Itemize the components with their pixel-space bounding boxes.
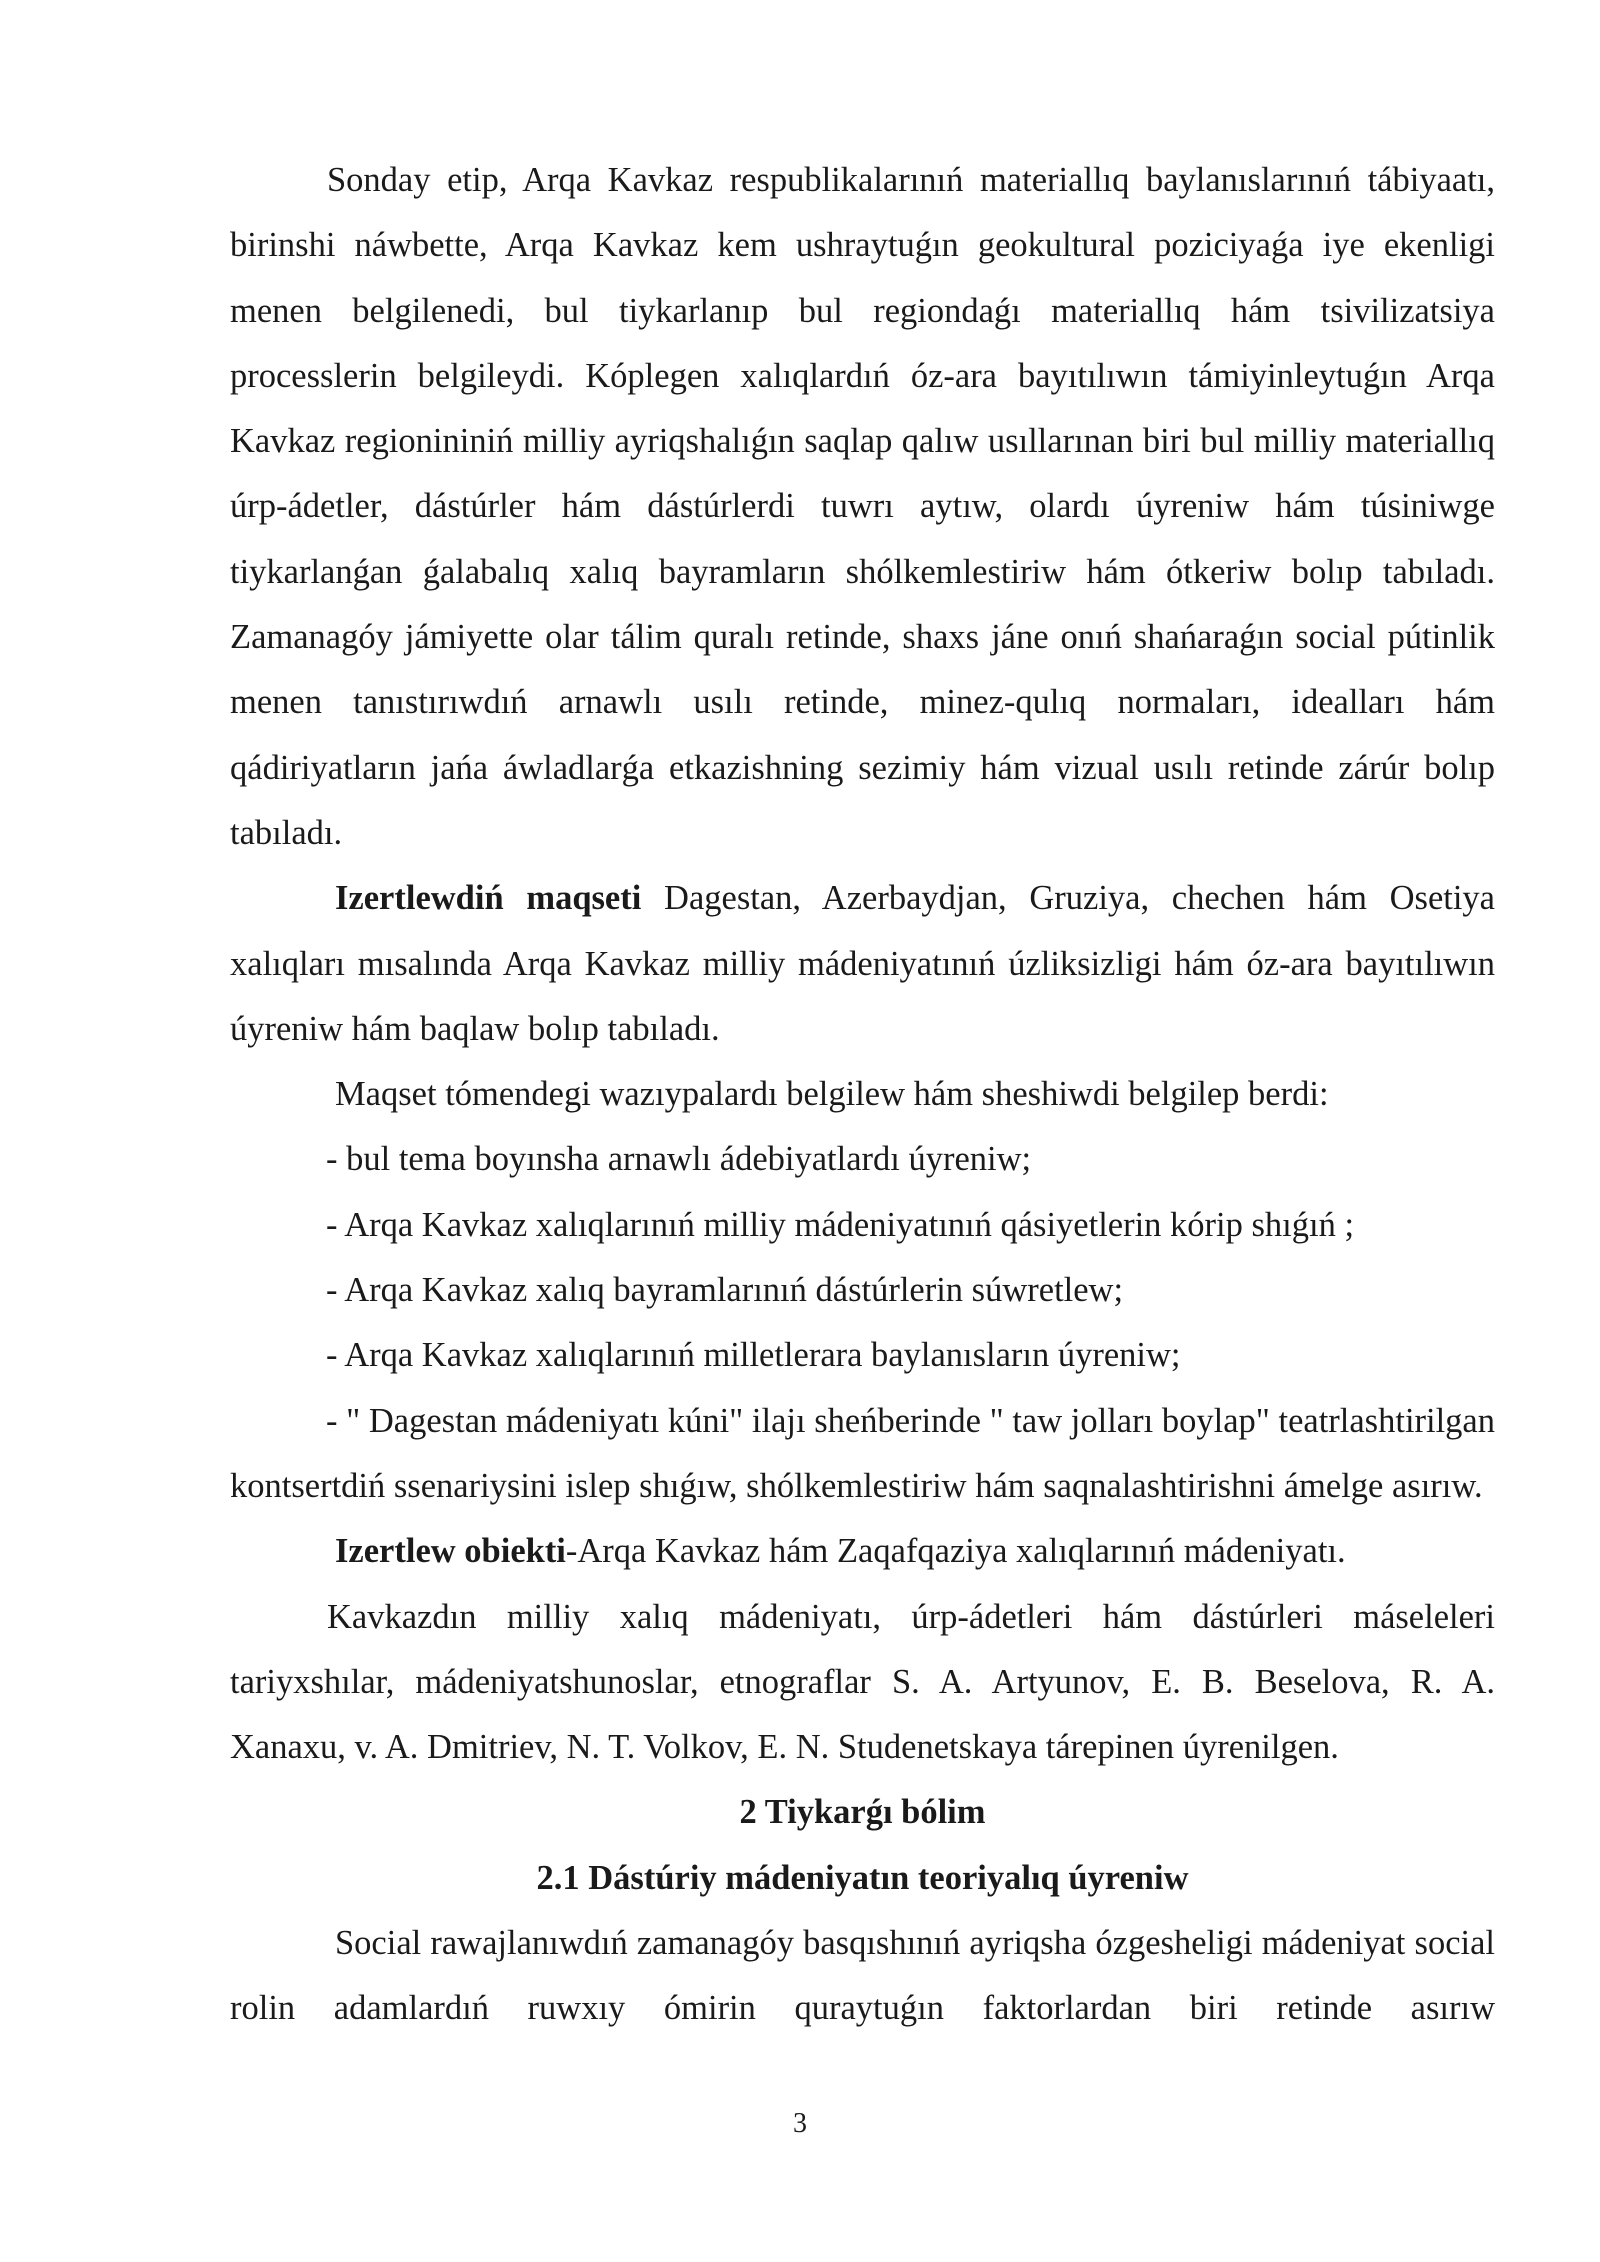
task-item-1: - bul tema boyınsha arnawlı ádebiyatlardı úyreniw; xyxy=(326,1140,1032,1179)
task-item-4: - Arqa Kavkaz xalıqlarınıń milletlerara baylanısların úyreniw; xyxy=(326,1336,1181,1375)
subsection-heading: 2.1 Dástúriy mádeniyatın teoriyalıq úyreniw xyxy=(536,1858,1189,1897)
aim-label: Izertlewdiń maqseti xyxy=(335,879,642,918)
paragraph-social: Social rawajlanıwdıń zamanagóy basqıshınıń ayriqsha ózgesheligi mádeniyat social rolin adamlardıń ruwxıy ómirin quraytuǵın faktorlardan biri retinde asırıw xyxy=(230,1924,1495,2028)
paragraph-object xyxy=(230,1519,1495,1584)
tasks-intro: Maqset tómendegi wazıypalardı belgilew hám sheshiwdi belgilep berdi: xyxy=(335,1075,1329,1114)
task-item-2: - Arqa Kavkaz xalıqlarınıń milliy mádeniyatınıń qásiyetlerin kórip shıǵıń ; xyxy=(326,1205,1355,1244)
object-text: -Arqa Kavkaz hám Zaqafqaziya xalıqlarınıń mádeniyatı. xyxy=(565,1532,1346,1571)
page-number: 3 xyxy=(793,2108,807,2139)
task-item-5: - " Dagestan mádeniyatı kúni" ilajı sheńberinde " taw jolları boylap" teatrlashtirilgan kontsertdiń ssenariysini islep shıǵıw, shólkemlestiriw hám saqnalashtirishni ámelge asırıw. xyxy=(230,1401,1495,1505)
paragraph-aim xyxy=(230,866,1495,1062)
task-item-3: - Arqa Kavkaz xalıq bayramlarınıń dástúrlerin súwretlew; xyxy=(326,1271,1124,1310)
object-label: Izertlew obiekti xyxy=(335,1532,566,1571)
aim-text: Dagestan, Azerbaydjan, Gruziya, chechen hám Osetiya xalıqları mısalında Arqa Kavkaz milliy mádeniyatınıń úzliksizligi hám óz-ara bayıtılıwın úyreniw hám baqlaw bolıp tabıladı. xyxy=(230,879,1495,1048)
paragraph-studied: Kavkazdın milliy xalıq mádeniyatı, úrp-ádetleri hám dástúrleri máseleleri tariyxshılar, mádeniyatshunoslar, etnograflar S. A. Artyunov, E. B. Beselova, R. A. Xanaxu, v. A. Dmitriev, N. T. Volkov, E. N. Studenetskaya tárepinen úyrenilgen. xyxy=(230,1597,1495,1767)
document-page xyxy=(230,148,1495,2042)
paragraph-intro: Sonday etip, Arqa Kavkaz respublikalarınıń materiallıq baylanıslarınıń tábiyaatı, birinshi náwbette, Arqa Kavkaz kem ushraytuǵın geokultural poziciyaǵa iye ekenligi menen belgilenedi, bul tiykarlanıp bul regiondaǵı materiallıq hám tsivilizatsiya processlerin belgileydi. Kóplegen xalıqlardıń óz-ara bayıtılıwın támiyinleytuǵın Arqa Kavkaz regionininiń milliy ayriqshalıǵın saqlap qalıw usıllarınan biri bul milliy materiallıq úrp-ádetler, dástúrler hám dástúrlerdi tuwrı aytıw, olardı úyreniw hám túsiniwge tiykarlanǵan ǵalabalıq xalıq bayramların shólkemlestiriw hám ótkeriw bolıp tabıladı. Zamanagóy jámiyette olar tálim quralı retinde, shaxs jáne onıń shańaraǵın social pútinlik menen tanıstırıwdıń arnawlı usılı retinde, minez-qulıq normaları, idealları hám qádiriyatların jańa áwladlarǵa etkazishning sezimiy hám vizual usılı retinde zárúr bolıp tabıladı. xyxy=(230,161,1495,852)
section-heading: 2 Tiykarǵı bólim xyxy=(739,1793,986,1832)
